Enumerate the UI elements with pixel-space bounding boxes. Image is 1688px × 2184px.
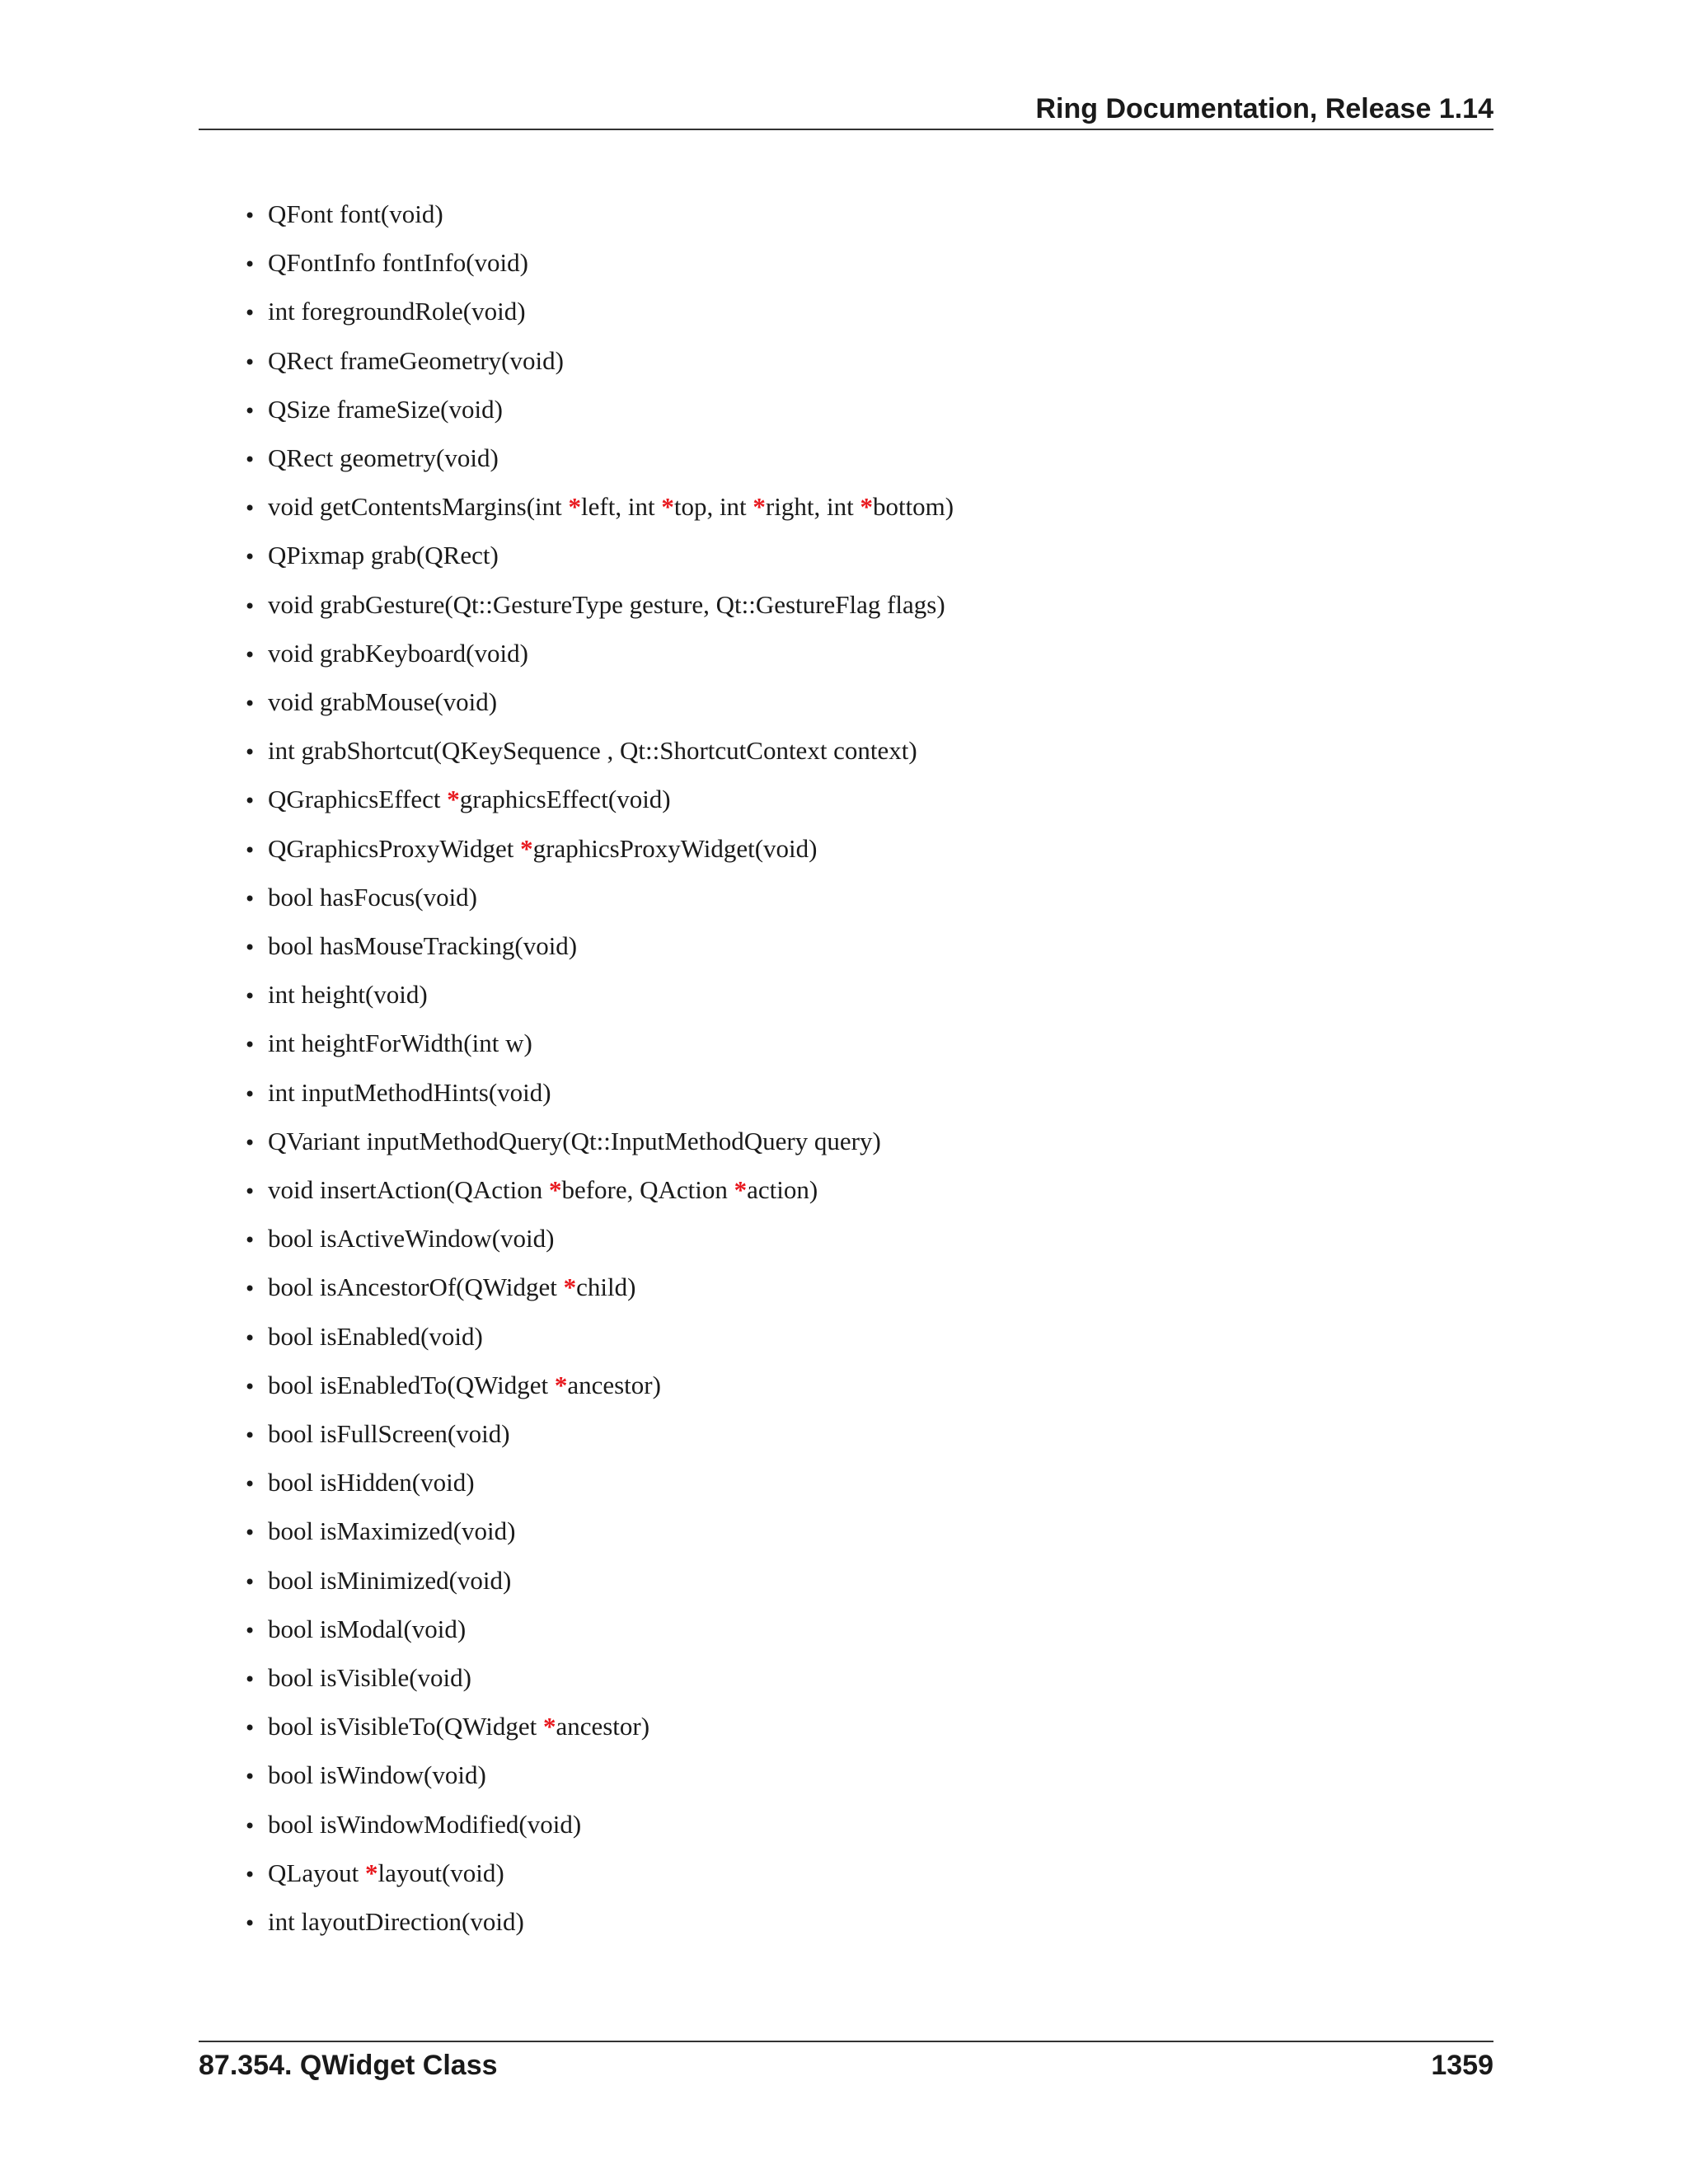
method-signature: [268, 1466, 475, 1499]
method-signature: [268, 637, 528, 670]
signature-text: bool isAncestorOf(QWidget: [268, 1272, 564, 1302]
bullet-icon: •: [244, 1863, 256, 1886]
signature-text: QPixmap grab(QRect): [268, 541, 499, 570]
bullet-icon: •: [244, 1521, 256, 1545]
signature-text: bool isWindowModified(void): [268, 1809, 582, 1839]
method-signature: [268, 881, 477, 914]
bullet-icon: •: [244, 1717, 256, 1741]
signature-text: int layoutDirection(void): [268, 1907, 524, 1936]
signature-text: bool isVisibleTo(QWidget: [268, 1712, 543, 1741]
pointer-asterisk: *: [548, 1175, 562, 1204]
bullet-icon: •: [244, 838, 256, 862]
bullet-icon: •: [244, 1473, 256, 1497]
bullet-icon: •: [244, 887, 256, 911]
bullet-icon: •: [244, 936, 256, 959]
section-title: 87.354. QWidget Class: [199, 2050, 498, 2081]
signature-text: bool isMaximized(void): [268, 1516, 516, 1546]
bullet-icon: •: [244, 1765, 256, 1789]
method-signature: [268, 1808, 581, 1841]
bullet-icon: •: [244, 643, 256, 667]
method-signature: [268, 1222, 554, 1255]
signature-text: bool isModal(void): [268, 1614, 467, 1643]
signature-text: bool isMinimized(void): [268, 1565, 512, 1595]
bullet-icon: •: [244, 692, 256, 715]
page-number: 1359: [1431, 2050, 1493, 2081]
method-signature: [268, 1905, 524, 1938]
signature-text: bool isVisible(void): [268, 1663, 471, 1692]
signature-text: bool isHidden(void): [268, 1468, 475, 1497]
bullet-icon: •: [244, 1375, 256, 1399]
method-signature: [268, 588, 945, 621]
signature-text: action): [747, 1175, 818, 1204]
signature-text: void grabMouse(void): [268, 687, 498, 716]
method-signature: [268, 490, 954, 523]
signature-text: QFontInfo fontInfo(void): [268, 248, 528, 278]
bullet-icon: •: [244, 1912, 256, 1935]
signature-text: bool hasFocus(void): [268, 882, 478, 912]
method-signature: [268, 1564, 511, 1597]
pointer-asterisk: *: [554, 1370, 568, 1399]
pointer-asterisk: *: [542, 1712, 556, 1741]
bullet-icon: •: [244, 350, 256, 374]
bullet-icon: •: [244, 1229, 256, 1253]
signature-text: int foregroundRole(void): [268, 297, 526, 326]
bullet-icon: •: [244, 448, 256, 471]
pointer-asterisk: *: [364, 1858, 378, 1887]
signature-text: bool isEnabledTo(QWidget: [268, 1370, 555, 1399]
bullet-icon: •: [244, 1082, 256, 1106]
signature-text: bool isActiveWindow(void): [268, 1224, 555, 1254]
method-signature: [268, 1710, 649, 1743]
signature-text: bottom): [872, 492, 954, 522]
method-signature: [268, 978, 428, 1011]
method-signature: [268, 783, 671, 816]
bullet-icon: •: [244, 1668, 256, 1691]
method-signature: [268, 393, 503, 426]
signature-text: bool hasMouseTracking(void): [268, 931, 578, 960]
signature-text: ancestor): [567, 1370, 661, 1399]
signature-text: graphicsProxyWidget(void): [532, 833, 818, 863]
method-signature: [268, 1076, 551, 1109]
signature-text: top, int: [673, 492, 753, 522]
signature-text: layout(void): [377, 1858, 504, 1887]
signature-text: void insertAction(QAction: [268, 1175, 549, 1204]
method-signature: [268, 442, 499, 475]
signature-text: int grabShortcut(QKeySequence , Qt::ShortcutContext context): [268, 736, 917, 766]
signature-text: QSize frameSize(void): [268, 394, 503, 424]
document-title: Ring Documentation, Release 1.14: [1035, 93, 1493, 124]
bullet-icon: •: [244, 497, 256, 521]
bullet-icon: •: [244, 1277, 256, 1301]
bullet-icon: •: [244, 594, 256, 618]
signature-text: QLayout: [268, 1858, 365, 1887]
signature-text: child): [576, 1272, 636, 1302]
bullet-icon: •: [244, 204, 256, 227]
signature-text: void grabKeyboard(void): [268, 638, 528, 668]
signature-text: bool isEnabled(void): [268, 1321, 483, 1351]
page-header: [199, 87, 1493, 130]
method-signature: [268, 1027, 532, 1060]
bullet-icon: •: [244, 1180, 256, 1203]
method-signature: [268, 1857, 504, 1890]
method-signature: [268, 1125, 881, 1158]
bullet-icon: •: [244, 1619, 256, 1643]
pointer-asterisk: *: [734, 1175, 748, 1204]
bullet-icon: •: [244, 546, 256, 569]
method-signature: [268, 930, 577, 963]
signature-text: QVariant inputMethodQuery(Qt::InputMethodQuery query): [268, 1126, 881, 1155]
bullet-icon: •: [244, 1326, 256, 1350]
signature-text: void getContentsMargins(int: [268, 492, 569, 522]
signature-text: before, QAction: [561, 1175, 734, 1204]
signature-text: left, int: [581, 492, 662, 522]
bullet-icon: •: [244, 1814, 256, 1838]
signature-text: QGraphicsProxyWidget: [268, 833, 521, 863]
method-signature: [268, 246, 528, 279]
signature-text: int heightForWidth(int w): [268, 1029, 532, 1058]
bullet-icon: •: [244, 399, 256, 423]
method-signature: [268, 686, 497, 719]
signature-text: int height(void): [268, 980, 428, 1010]
method-signature: [268, 1613, 466, 1646]
bullet-icon: •: [244, 253, 256, 277]
bullet-icon: •: [244, 1570, 256, 1594]
bullet-icon: •: [244, 302, 256, 326]
bullet-icon: •: [244, 985, 256, 1009]
signature-text: QRect frameGeometry(void): [268, 345, 564, 375]
pointer-asterisk: *: [753, 492, 766, 522]
signature-text: right, int: [765, 492, 860, 522]
signature-text: graphicsEffect(void): [459, 785, 671, 814]
bullet-icon: •: [244, 1131, 256, 1155]
method-signature: [268, 1418, 510, 1451]
pointer-asterisk: *: [447, 785, 460, 814]
signature-text: bool isWindow(void): [268, 1760, 486, 1790]
signature-text: QRect geometry(void): [268, 443, 499, 472]
bullet-icon: •: [244, 1033, 256, 1057]
method-signature: [268, 1369, 661, 1402]
method-signature: [268, 1320, 483, 1353]
pointer-asterisk: *: [568, 492, 582, 522]
signature-text: bool isFullScreen(void): [268, 1419, 510, 1448]
method-signature: [268, 1759, 486, 1792]
pointer-asterisk: *: [520, 833, 533, 863]
method-signature: [268, 734, 917, 767]
pointer-asterisk: *: [661, 492, 674, 522]
method-signature: [268, 1174, 818, 1207]
method-signature: [268, 832, 817, 865]
bullet-icon: •: [244, 1424, 256, 1447]
method-signature: [268, 539, 499, 572]
bullet-icon: •: [244, 741, 256, 765]
method-signature: [268, 1271, 635, 1304]
pointer-asterisk: *: [860, 492, 873, 522]
method-signature: [268, 198, 443, 231]
method-signature: [268, 1661, 471, 1694]
signature-text: ancestor): [556, 1712, 650, 1741]
signature-text: QFont font(void): [268, 199, 443, 228]
signature-text: QGraphicsEffect: [268, 785, 448, 814]
method-signature: [268, 344, 564, 377]
page-footer: [199, 2041, 1493, 2090]
signature-text: int inputMethodHints(void): [268, 1077, 551, 1107]
signature-text: void grabGesture(Qt::GestureType gesture, Qt::GestureFlag flags): [268, 589, 945, 619]
bullet-icon: •: [244, 790, 256, 813]
method-signature: [268, 1515, 515, 1548]
pointer-asterisk: *: [563, 1272, 577, 1302]
method-signature: [268, 295, 526, 328]
